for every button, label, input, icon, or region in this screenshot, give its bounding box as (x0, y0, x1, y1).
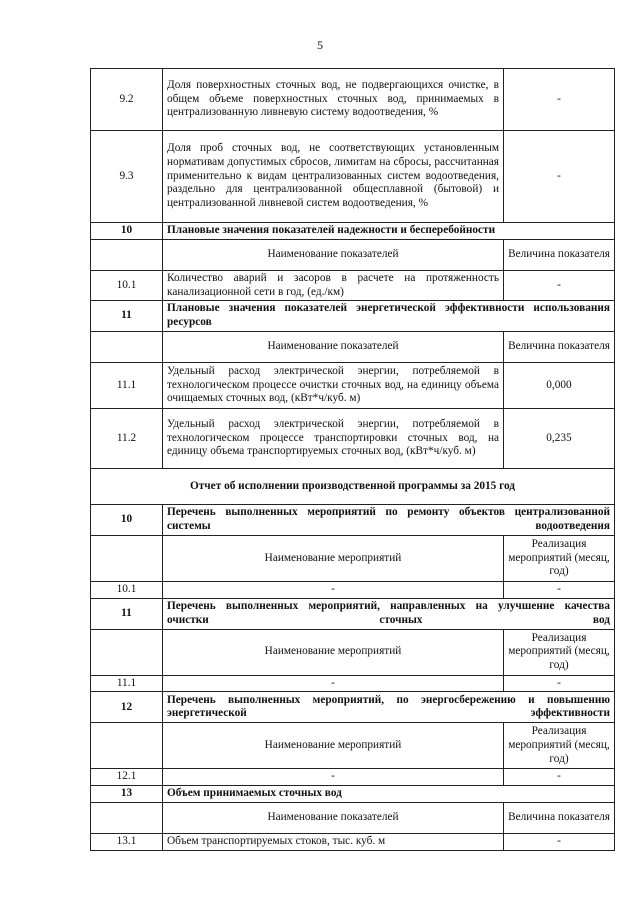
table-row-9-3 (91, 131, 615, 223)
section-title: Плановые значения показателей надежности и бесперебойности (163, 223, 615, 240)
indicator-text: Удельный расход электрической энергии, потребляемой в технологическом процессе очистки сточных вод, на единицу объема очищаемых сточных вод, (кВт*ч/куб. м) (163, 362, 504, 408)
activity-text: - (163, 769, 504, 786)
section-title: Перечень выполненных мероприятий, по энергосбережению и повышению энергетической эффективности (163, 692, 615, 723)
section-title: Плановые значения показателей энергетической эффективности использования ресурсов (163, 301, 615, 332)
page-number: 5 (317, 38, 323, 52)
empty-cell (91, 629, 163, 675)
section-number: 10 (91, 504, 163, 535)
table-row-10-1 (91, 270, 615, 301)
indicator-value: - (504, 69, 615, 131)
table-row-10-1-report (91, 581, 615, 598)
report-title-row (91, 468, 615, 504)
column-header-value: Величина показателя (504, 239, 615, 270)
table-row-12-1 (91, 769, 615, 786)
row-number: 11.2 (91, 408, 163, 468)
empty-cell (91, 239, 163, 270)
indicator-text: Объем транспортируемых стоков, тыс. куб. м (163, 834, 504, 851)
indicator-value: - (504, 131, 615, 223)
empty-cell (91, 535, 163, 581)
empty-cell (91, 723, 163, 769)
row-number: 10.1 (91, 270, 163, 301)
activity-text: - (163, 675, 504, 692)
report-title: Отчет об исполнении производственной программы за 2015 год (91, 468, 615, 504)
table-row-11-1 (91, 362, 615, 408)
section-row-13 (91, 786, 615, 803)
section-title: Перечень выполненных мероприятий по ремонту объектов централизованной системы водоотведения (163, 504, 615, 535)
section-row-10-report (91, 504, 615, 535)
column-header-value: Реализация мероприятий (месяц, год) (504, 629, 615, 675)
row-number: 13.1 (91, 834, 163, 851)
activity-value: - (504, 769, 615, 786)
empty-cell (91, 803, 163, 834)
header-row (91, 535, 615, 581)
indicator-value: - (504, 834, 615, 851)
header-row (91, 723, 615, 769)
indicator-text: Количество аварий и засоров в расчете на протяженность канализационной сети в год, (ед./км) (163, 270, 504, 301)
row-number: 12.1 (91, 769, 163, 786)
section-number: 12 (91, 692, 163, 723)
row-number: 11.1 (91, 362, 163, 408)
indicator-text: Удельный расход электрической энергии, потребляемой в технологическом процессе транспортировки сточных вод, на единицу объема транспортируемых сточных вод, (кВт*ч/куб. м) (163, 408, 504, 468)
indicator-value: 0,235 (504, 408, 615, 468)
table-row-11-1-report (91, 675, 615, 692)
column-header-name: Наименование мероприятий (163, 629, 504, 675)
table-row-9-2 (91, 69, 615, 131)
header-row (91, 629, 615, 675)
column-header-value: Величина показателя (504, 803, 615, 834)
column-header-name: Наименование показателей (163, 239, 504, 270)
section-row-11 (91, 301, 615, 332)
section-title: Объем принимаемых сточных вод (163, 786, 615, 803)
indicator-text: Доля поверхностных сточных вод, не подвергающихся очистке, в общем объеме поверхностных сточных вод, принимаемых в централизованную ливневую систему водоотведения, % (163, 69, 504, 131)
column-header-value: Реализация мероприятий (месяц, год) (504, 723, 615, 769)
section-row-10 (91, 223, 615, 240)
section-number: 11 (91, 598, 163, 629)
indicator-value: 0,000 (504, 362, 615, 408)
indicator-value: - (504, 270, 615, 301)
column-header-name: Наименование показателей (163, 803, 504, 834)
section-title: Перечень выполненных мероприятий, направленных на улучшение качества очистки сточных вод (163, 598, 615, 629)
row-number: 10.1 (91, 581, 163, 598)
section-row-11-report (91, 598, 615, 629)
row-number: 11.1 (91, 675, 163, 692)
header-row (91, 239, 615, 270)
activity-value: - (504, 581, 615, 598)
row-number: 9.3 (91, 131, 163, 223)
section-number: 10 (91, 223, 163, 240)
activity-text: - (163, 581, 504, 598)
section-row-12 (91, 692, 615, 723)
header-row (91, 331, 615, 362)
indicators-table (90, 68, 615, 851)
header-row (91, 803, 615, 834)
column-header-name: Наименование мероприятий (163, 535, 504, 581)
empty-cell (91, 331, 163, 362)
column-header-value: Величина показателя (504, 331, 615, 362)
section-number: 11 (91, 301, 163, 332)
table-row-11-2 (91, 408, 615, 468)
activity-value: - (504, 675, 615, 692)
table-row-13-1 (91, 834, 615, 851)
row-number: 9.2 (91, 69, 163, 131)
column-header-name: Наименование мероприятий (163, 723, 504, 769)
column-header-value: Реализация мероприятий (месяц, год) (504, 535, 615, 581)
column-header-name: Наименование показателей (163, 331, 504, 362)
indicator-text: Доля проб сточных вод, не соответствующих установленным нормативам допустимых сбросов, лимитам на сбросы, рассчитанная применительно к видам централизованных систем водоотведения, раздельно для централизованной общесплавной (бытовой) и централизованной ливневой систем водоотведения, % (163, 131, 504, 223)
section-number: 13 (91, 786, 163, 803)
